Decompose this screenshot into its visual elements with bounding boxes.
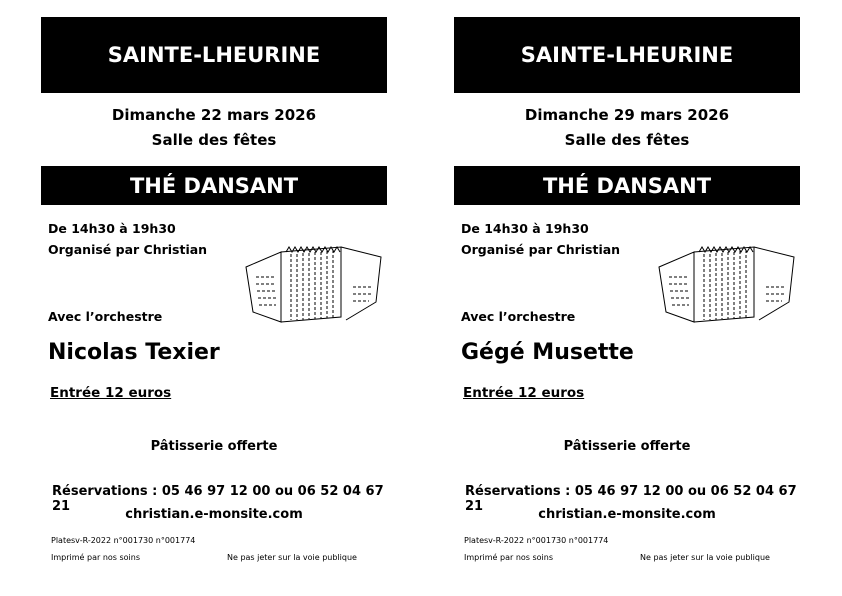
hours: De 14h30 à 19h30 [48,221,176,236]
with-label: Avec l’orchestre [48,309,163,324]
venue: Salle des fêtes [151,131,277,149]
pastry: Pâtisserie offerte [563,439,691,454]
with-label: Avec l’orchestre [461,309,576,324]
license: Platesv-R-2022 n°001730 n°001774 [51,536,196,545]
reservations: Réservations : 05 46 97 12 00 ou 06 52 04 67 21 [52,484,384,514]
accordion-icon [241,232,386,332]
no-litter-note: Ne pas jeter sur la voie publique [227,553,357,562]
license: Platesv-R-2022 n°001730 n°001774 [464,536,609,545]
no-litter-note: Ne pas jeter sur la voie publique [640,553,770,562]
printed-note: Imprimé par nos soins [464,553,554,562]
printed-note: Imprimé par nos soins [51,553,141,562]
town-banner: SAINTE-LHEURINE [454,17,800,93]
website: christian.e-monsite.com [538,507,716,522]
band-name: Nicolas Texier [48,340,220,365]
event-banner: THÉ DANSANT [41,166,387,205]
entry-price: Entrée 12 euros [463,385,585,401]
flyer-left [41,0,388,596]
band-name: Gégé Musette [461,340,634,365]
accordion-icon [654,232,799,332]
flyer-right [454,0,801,596]
town-banner: SAINTE-LHEURINE [41,17,387,93]
pastry: Pâtisserie offerte [150,439,278,454]
entry-price: Entrée 12 euros [50,385,172,401]
event-date: Dimanche 29 mars 2026 [524,106,730,124]
reservations: Réservations : 05 46 97 12 00 ou 06 52 04 67 21 [465,484,797,514]
venue: Salle des fêtes [564,131,690,149]
organizer: Organisé par Christian [48,242,208,257]
event-date: Dimanche 22 mars 2026 [111,106,317,124]
event-banner: THÉ DANSANT [454,166,800,205]
organizer: Organisé par Christian [461,242,621,257]
website: christian.e-monsite.com [125,507,303,522]
hours: De 14h30 à 19h30 [461,221,589,236]
